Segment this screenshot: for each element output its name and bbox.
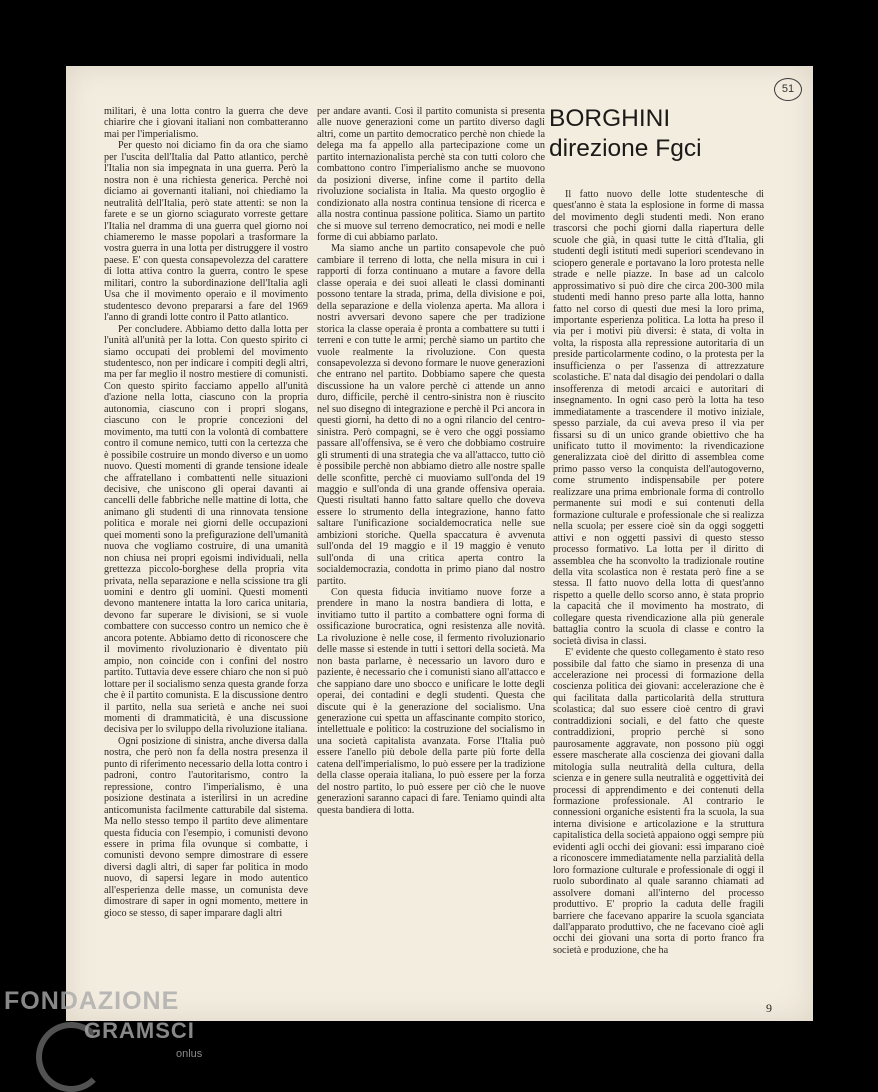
watermark-line1: FONDAZIONE — [4, 987, 180, 1015]
paragraph: E' evidente che questo collegamento è stato reso possibile dal fatto che siamo in presenza di una accelerazione nei processi di formazione della coscienza politica dei giovani: accelerazione che è qui facilitata dalla particolarità della struttura scolastica; dal suo essere cioè centro di gravi contraddizioni sociali, e del fatto che queste contraddizioni, proprio perchè si sono paurosamente aggravate, non possono più oggi essere mascherate alla coscienza dei giovani dalla mitologia sulla neutralità della cultura, della scienza e in genere sulla neutralità e oggettività dei processi di apprendimento e dei contenuti della formazione professionale. Al contrario le connessioni organiche esistenti fra la scuola, la sua interna divisione e articolazione e la struttura capitalistica della società appaiono oggi sempre più evidenti agli occhi dei giovani: essi imparano cioè a riconoscere immediatamente nella parzialità della loro formazione culturale e professionale di oggi il ruolo subordinato al quale saranno chiamati ad assolvere domani all'interno del processo produttivo. E' proprio la caduta delle fragili barriere che facevano apparire la scuola sganciata dall'apparato produttivo, che ne facevano cioè agli occhi dei giovani una sorta di porto franco fra società e produzione, che ha — [553, 647, 764, 956]
paragraph: Il fatto nuovo delle lotte studentesche di quest'anno è stata la esplosione in forme di massa del movimento degli studenti medi. Non erano trascorsi che pochi giorni dalla riapertura delle scuole che già, in quasi tutte le città d'Italia, gli studenti degli istituti medi superiori scendevano in sciopero generale e portavano la loro protesta nelle strade e nelle piazze. In base ad un calcolo approssimativo si può dire che circa 200-300 mila studenti medi hanno preso parte alla lotta, hanno fatto nel corso di questi due mesi la loro prima, importante esperienza politica. La lotta ha preso il via per i motivi più diversi: è stata, di volta in volta, la risposta alla repressione autoritaria di un preside particolarmente codino, o la protesta per la insufficienza o per l'assenza di attrezzature scolastiche. E' nata dal disagio dei pendolari o dalla insofferenza di metodi arcaici e autoritari di insegnamento. In ogni caso però la lotta ha teso immediatamente a trascendere il motivo iniziale, spesso parziale, da cui aveva preso il via per fissarsi su di un unico grande obiettivo che ha unificato tutto il movimento: la rivendicazione generalizzata cioè del diritto di assemblea come primo passo verso la conquista dell'autogoverno, come strumento indispensabile per potere realizzare una prima embrionale forma di controllo permanente sui modi e sui contenuti della formazione culturale e professionale che si realizza nella scuola; per essere cioè sin da oggi soggetti attivi e non oggetti passivi di questo stesso processo formativo. La lotta per il diritto di assemblea che ha sconvolto la tradizionale routine della vita scolastica non è restata però fine a se stessa. Il fatto nuovo della lotta di quest'anno rispetto a quelle dello scorso anno, è stata proprio la capacità che il movimento ha mostrato, di collegare questa rivendicazione alla più generale battaglia contro la scuola di classe e contro la società divisa in classi. — [553, 189, 764, 647]
watermark-line3: onlus — [176, 1048, 203, 1060]
paragraph: Per questo noi diciamo fin da ora che siamo per l'uscita dell'Italia dal Patto atlantico, perchè l'Italia non sia impegnata in una guerra. Però la nostra non è una richiesta generica. Perchè noi diciamo ai governanti italiani, noi chiediamo la neutralità dell'Italia, però state attenti: se non la farete e se un giorno sciagurato vorreste gettare l'Italia nel dramma di una guerra quel giorno noi chiameremo le masse popolari a trasformare la vostra guerra in una lotta per distruggere il vostro paese. E' con questa consapevolezza del carattere di lotta attiva contro la guerra, contro le spese militari, contro la subordinazione dell'Italia agli Usa che il movimento operaio e il movimento studentesco devono prepararsi a fare del 1969 l'anno di grandi lotte contro il Patto atlantico. — [104, 140, 308, 324]
text-column-left — [104, 106, 308, 919]
paragraph: Con questa fiducia invitiamo nuove forze a prendere in mano la nostra bandiera di lotta, e invitiamo tutto il partito a combattere ogni forma di ossificazione burocratica, ogni resistenza alle novità. La rivoluzione è nelle cose, il fermento rivoluzionario delle masse si estende in tutti i settori della società. Ma non basta parlarne, è necessario un lavoro duro e paziente, è necessario che i comunisti siano all'attacco e che sappiano dare uno sbocco e unificare le lotte degli operai, dei contadini e degli studenti. Questa che discute qui è la generazione del socialismo. Una generazione cui spetta un affascinante compito storico, intellettuale e politico: la costruzione del socialismo in una società capitalista avanzata. Forse l'Italia può essere l'anello più debole della parte più forte della catena dell'imperialismo, lo può essere per la tradizione della classe operaia italiana, lo può essere per la forza del nostro partito, lo può essere per ciò che le nuove generazioni saranno capaci di fare. Teniamo quindi alta questa bandiera di lotta. — [317, 587, 545, 816]
page-number: 9 — [766, 1001, 772, 1015]
text-column-right — [553, 189, 764, 956]
scanned-page — [66, 66, 813, 1021]
article-headline — [549, 104, 702, 164]
paragraph: militari, è una lotta contro la guerra che deve chiarire che i giovani italiani non combatteranno mai per l'imperialismo. — [104, 106, 308, 140]
article-title-name: BORGHINI — [549, 105, 671, 132]
paragraph: Ogni posizione di sinistra, anche diversa dalla nostra, che però non fa della nostra presenza il punto di riferimento necessario della lotta contro i padroni, contro l'autoritarismo, contro la repressione, contro l'imperialismo, è una posizione destinata a isterilirsi in un acredine anticomunista facilmente catturabile dal sistema. Ma nello stesso tempo il partito deve alimentare questa fiducia con l'esempio, i comunisti devono essere in prima fila ovunque si combatte, i comunisti devono sempre dimostrare di essere diversi dagli altri, di saper far politica in modo nuovo, di sapersi legare in modo autentico all'esperienza delle masse, un comunista deve dimostrare di saper in ogni momento, mettere in gioco se stesso, di saper imparare dagli altri — [104, 735, 308, 919]
watermark — [4, 986, 203, 1060]
paragraph: per andare avanti. Così il partito comunista si presenta alle nuove generazioni come un partito diverso dagli altri, come un partito democratico perchè non chiede la delega ma fa appello alla partecipazione come un partito internazionalista perchè sta con tutti coloro che combattono contro l'imperialismo anche se muovono da posizioni diverse, infine come il partito della rivoluzione socialista in Italia. Ma questo orgoglio è condizionato alla nostra continua tensione di ricerca e alla nostra continua passione politica. Siamo un partito che si muove sul terreno democratico, nei modi e nelle forme di cui abbiamo parlato. — [317, 106, 545, 243]
paragraph: Ma siamo anche un partito consapevole che può cambiare il terreno di lotta, che nella misura in cui i rapporti di forza continuano a mutare a favore della classe operaia e dei suoi alleati le classi dominanti possono tentare la strada, prima, della divisione e poi, della separazione e della violenza aperta. Ma allora i nostri avversari devono sapere che per tradizione storica la classe operaia è pronta a combattere su tutti i terreni e con tutte le armi; perchè siamo un partito che vuole realmente la rivoluzione. Con questa consapevolezza si devono formare le nuove generazioni che entrano nel partito. Dobbiamo sapere che questa discussione ha un valore perchè ci attende un anno duro, difficile, perchè il centro-sinistra non è riuscito nel suo disegno di integrazione e perchè il Pci ancora in questi giorni, ha detto di no a ogni rilancio del centro-sinistra. Però compagni, se è vero che oggi possiamo passare all'offensiva, se è vero che dobbiamo costruire gli strumenti di una strategia che va all'attacco, tutto ciò è possibile perchè non abbiamo dietro alle nostre spalle delle sconfitte, perchè ci muoviamo sull'onda del 19 maggio e sull'onda di una grande offensiva operaia. Questi risultati hanno fatto saltare quello che doveva essere lo strumento della integrazione, hanno fatto saltare l'unificazione socialdemocratica nelle sue ambizioni storiche. Quella spaccatura è avvenuta sull'onda del 19 maggio e il 19 maggio è venuto sull'onda di una critica aperta contro la socialdemocrazia, condotta in primo piano dal nostro partito. — [317, 243, 545, 587]
text-column-middle — [317, 106, 545, 816]
watermark-line2: GRAMSCI — [84, 1018, 195, 1043]
archive-stamp: 51 — [774, 78, 802, 101]
article-title-role: direzione Fgci — [549, 135, 702, 162]
paragraph: Per concludere. Abbiamo detto dalla lotta per l'unità all'unità per la lotta. Con questo spirito ci siamo occupati dei problemi del movimento studentesco, non per indicare i compiti degli altri, ma per far meglio il nostro mestiere di comunisti. Con questo spirito facciamo appello all'unità d'azione nella lotta, ciascuno con la propria autonomia, ciascuno con i propri slogans, ciascuno con le proprie concezioni del movimento, ma tutti con la volontà di combattere contro il comune nemico, tutti con la certezza che è possibile costruire un mondo diverso e un uomo nuovo. Questi momenti di grande tensione ideale che affratellano i combattenti nelle situazioni decisive, che uniscono gli operai davanti ai cancelli delle fabbriche nelle mattine di lotta, che animano gli studenti di una rinnovata tensione politica e morale nei giorni delle occupazioni quei momenti sono la prefigurazione dell'umanità nuova che vogliamo costruire, di una umanità non chiusa nei propri egoismi individuali, nella grettezza piccolo-borghese della propria vita privata, nella separazione e nella scissione tra gli uomini e dentro gli uomini. Questi momenti devono mantenere intatta la loro carica unitaria, devono far superare le divisioni, se si vuole combattere con successo contro un nemico che è ancora potente. Abbiamo detto di riconoscere che il movimento rivoluzionario è diventato più ampio, non coincide con i confini del nostro partito. Tuttavia deve essere chiaro che non si può lottare per il socialismo senza questa grande forza che è il partito comunista. E la discussione dentro il partito, nella sua serietà e anche nei suoi momenti di drammaticità, è una discussione decisiva per lo sviluppo della rivoluzione italiana. — [104, 323, 308, 736]
